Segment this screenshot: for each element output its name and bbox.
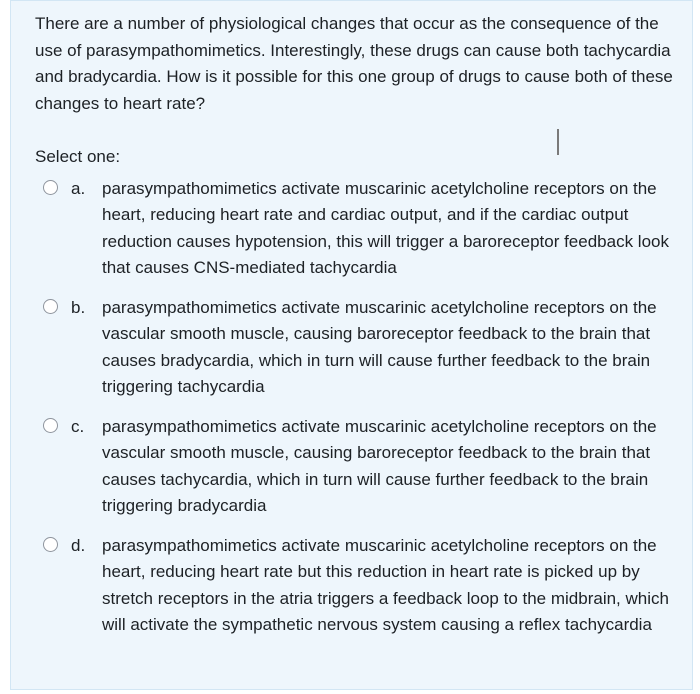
- radio-option-b[interactable]: [43, 299, 58, 314]
- option-c-letter: c.: [71, 417, 85, 436]
- option-b-letter: b.: [71, 298, 86, 317]
- select-one-label: Select one:: [35, 147, 121, 166]
- question-text: There are a number of physiological changes that occur as the consequence of the use of parasympathomimetics. Interestingly, these drugs can cause both tachycardia and bradycardia. How is it possible for this one group of drugs to cause both of these changes to heart rate?: [35, 14, 673, 113]
- radio-option-a[interactable]: [43, 180, 58, 195]
- option-d-text[interactable]: parasympathomimetics activate muscarinic acetylcholine receptors on the heart, reducing heart rate but this reduction in heart rate is picked up by stretch receptors in the atria triggers a feedback loop to the midbrain, which will activate the sympathetic nervous system causing a reflex tachycardia: [102, 536, 669, 634]
- option-d-letter: d.: [71, 536, 86, 555]
- option-b-text[interactable]: parasympathomimetics activate muscarinic acetylcholine receptors on the vascular smooth muscle, causing baroreceptor feedback to the brain that causes bradycardia, which in turn will cause further feedback to the brain triggering tachycardia: [102, 298, 657, 396]
- text-cursor: [557, 129, 559, 155]
- option-a-text[interactable]: parasympathomimetics activate muscarinic acetylcholine receptors on the heart, reducing heart rate and cardiac output, and if the cardiac output reduction causes hypotension, this will trigger a baroreceptor feedback look that causes CNS-mediated tachycardia: [102, 179, 669, 277]
- question-panel: [10, 0, 693, 690]
- option-c-text[interactable]: parasympathomimetics activate muscarinic acetylcholine receptors on the vascular smooth muscle, causing baroreceptor feedback to the brain that causes tachycardia, which in turn will cause further feedback to the brain triggering bradycardia: [102, 417, 657, 515]
- radio-option-d[interactable]: [43, 537, 58, 552]
- option-a-letter: a.: [71, 179, 86, 198]
- radio-option-c[interactable]: [43, 418, 58, 433]
